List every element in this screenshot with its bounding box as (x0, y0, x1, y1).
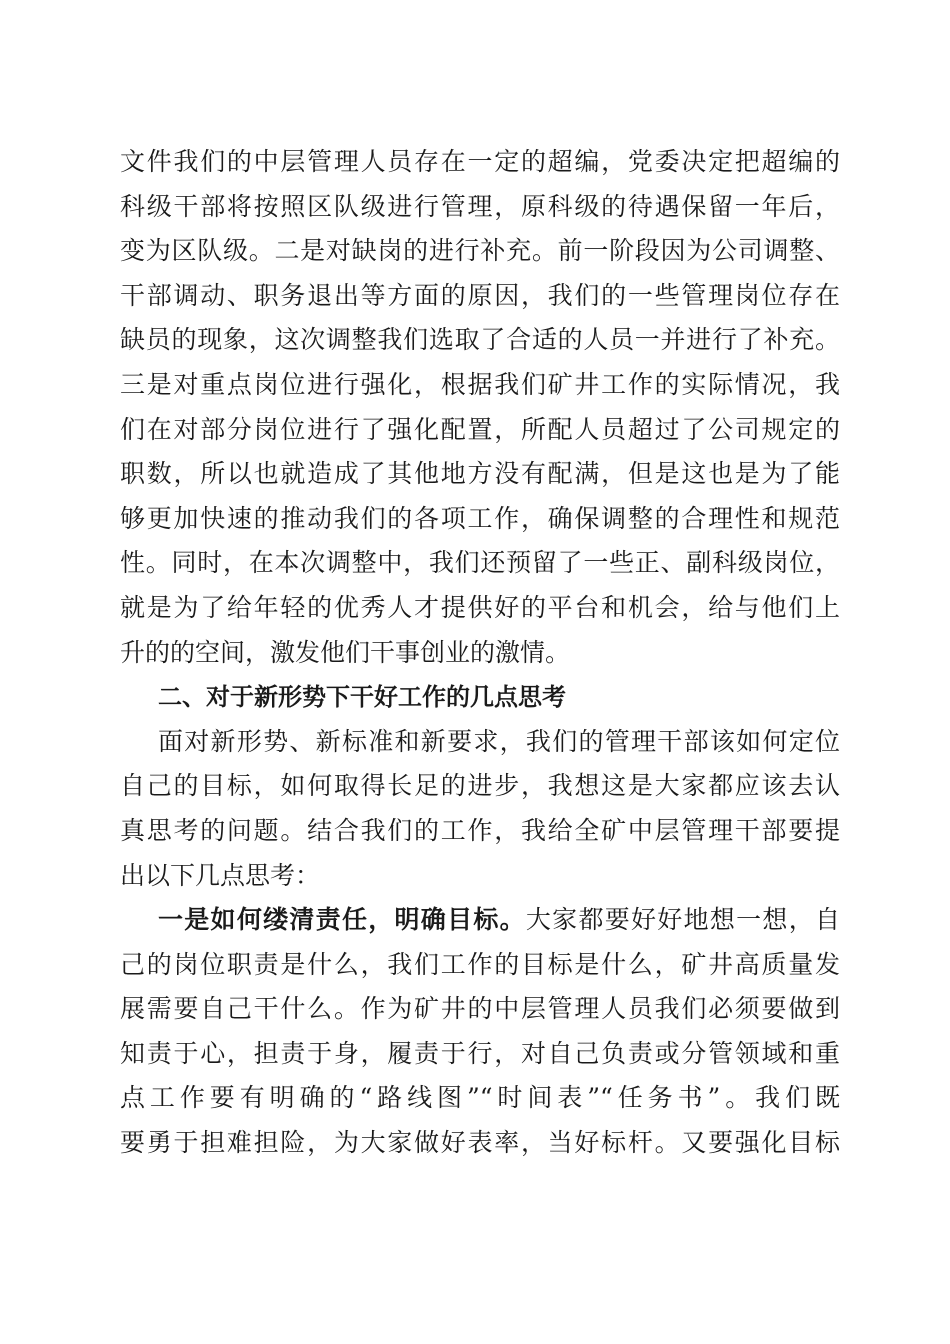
text-line: 展需要自己干什么。作为矿井的中层管理人员我们必须要做到 (120, 994, 840, 1024)
paragraph-2 (120, 720, 840, 898)
text-line: 性。同时，在本次调整中，我们还预留了一些正、副科级岗位， (120, 548, 840, 578)
paragraph-lead: 一是如何缕清责任，明确目标。 (158, 905, 526, 935)
text-line: 够更加快速的推动我们的各项工作，确保调整的合理性和规范 (120, 503, 840, 533)
paragraph-1 (120, 140, 840, 675)
text-line: 职数，所以也就造成了其他地方没有配满，但是这也是为了能 (120, 459, 840, 489)
text-line: 文件我们的中层管理人员存在一定的超编，党委决定把超编的 (120, 147, 840, 176)
text-line: 就是为了给年轻的优秀人才提供好的平台和机会，给与他们上 (120, 592, 840, 622)
text-line: 缺员的现象，这次调整我们选取了合适的人员一并进行了补充。 (120, 325, 840, 355)
text-line: 变为区队级。二是对缺岗的进行补充。前一阶段因为公司调整、 (120, 236, 840, 266)
text-line: 要勇于担难担险，为大家做好表率，当好标杆。又要强化目标 (120, 1128, 840, 1158)
document-body (120, 140, 840, 1166)
text-line: 自己的目标，如何取得长足的进步，我想这是大家都应该去认 (120, 771, 840, 801)
paragraph-3 (120, 898, 840, 1166)
text-line: 真思考的问题。结合我们的工作，我给全矿中层管理干部要提 (120, 815, 840, 845)
section-heading: 二、对于新形势下干好工作的几点思考 (158, 683, 566, 712)
text-line: 们在对部分岗位进行了强化配置，所配人员超过了公司规定的 (120, 414, 840, 444)
text-line: 干部调动、职务退出等方面的原因，我们的一些管理岗位存在 (120, 280, 840, 310)
text-line: 三是对重点岗位进行强化，根据我们矿井工作的实际情况，我 (120, 369, 840, 399)
text-line: 知责于心，担责于身，履责于行，对自己负责或分管领域和重 (120, 1038, 840, 1068)
paragraph-lead-rest: 大家都要好好地想一想，自 (525, 905, 840, 935)
text-line: 科级干部将按照区队级进行管理，原科级的待遇保留一年后， (120, 191, 840, 221)
text-line: 点工作要有明确的“路线图”“时间表”“任务书”。我们既 (120, 1083, 840, 1113)
text-line: 面对新形势、新标准和新要求，我们的管理干部该如何定位 (158, 726, 840, 756)
text-line: 升的的空间，激发他们干事创业的激情。 (120, 637, 571, 667)
text-line: 己的岗位职责是什么，我们工作的目标是什么，矿井高质量发 (120, 949, 840, 979)
text-line (120, 898, 840, 943)
text-line: 出以下几点思考： (120, 860, 321, 890)
